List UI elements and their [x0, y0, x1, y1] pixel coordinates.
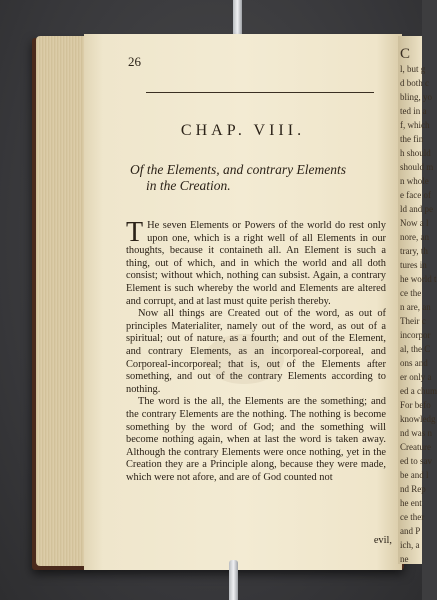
facing-page-line: er only a [400, 372, 432, 382]
facing-page-line: trary, th [400, 246, 428, 256]
facing-page-line: l, but g [400, 64, 426, 74]
facing-page-line: n are, an [400, 302, 431, 312]
facing-page-line: ne [400, 554, 409, 564]
chapter-title-line1: Of the Elements, and contrary Elements [130, 162, 346, 177]
page-clip-bottom [229, 560, 238, 600]
drop-cap: T [126, 217, 144, 248]
chapter-title [130, 162, 394, 194]
paragraph-1-text: He seven Elements or Powers of the world do rest only upon one, which is a right well of all Elements in our thoughts, because it containeth all. An Element is such a thing, out of which, and in which the world and all doth consist; without which, nothing can subsist. Again, a contrary Element is such whereby the world and Elements are altered and corrupt, and at last must quite perish thereby. [126, 220, 386, 307]
paragraph-1 [126, 217, 386, 308]
facing-page-line: Their c [400, 316, 426, 326]
facing-page-line: ld and pe [400, 204, 433, 214]
facing-page-line: ed a chum [400, 386, 437, 396]
page-edges [36, 36, 88, 566]
facing-page-line: ce the [400, 288, 422, 298]
facing-page-line: and P [400, 526, 421, 536]
facing-page [398, 36, 437, 564]
facing-page-line: d both c [400, 78, 429, 88]
facing-page-line: f, which [400, 120, 430, 130]
facing-page-line: should m [400, 162, 434, 172]
facing-page-line: h should [400, 148, 431, 158]
facing-page-line: knowledg [400, 414, 436, 424]
facing-page-line: ed to sav [400, 456, 432, 466]
facing-page-line: Now a l [400, 218, 429, 228]
catchword: evil, [373, 535, 392, 546]
facing-page-line: bling, yo [400, 92, 433, 102]
facing-page-line: nd Rep [400, 484, 426, 494]
page-number: 26 [128, 54, 141, 69]
facing-page-text [398, 36, 437, 566]
facing-page-line: tures in [400, 260, 427, 270]
chapter-title-line2: in the Creation. [146, 178, 231, 193]
facing-page-line: the fin [400, 134, 424, 144]
chapter-heading: CHAP. VIII. [180, 122, 306, 139]
body-text [126, 217, 386, 484]
facing-page-line: he ent [400, 498, 422, 508]
header-rule [146, 92, 374, 93]
facing-page-line: ons and [400, 358, 428, 368]
facing-page-line: al, the C [400, 344, 431, 354]
facing-page-line: be and l [400, 470, 429, 480]
paragraph-3: The word is the all, the Elements are the something; and the contrary Elements are the nothing. The nothing is become something by the word of God; and the something will become nothing again, when at last the word is taken away. Although the contrary Elements were once nothing, yet in the Creation they are a Principle along, because they were made, which were not afore, and are of God counted not [126, 396, 386, 483]
paragraph-2: Now all things are Created out of the word, as out of principles Materialiter, namely out of the word, as out of a spiritual; out of nature, as a fourth; and out of the Element, and contrary Elements, as an incorporeal-corporeal, and Corporeal-incorporeal; that is, out of the Elements after something, and out of the contrary Elements according to nothing. [126, 308, 386, 395]
facing-page-line: nore, an [400, 232, 429, 242]
facing-page-line: For befo [400, 400, 431, 410]
facing-page-line: ce ther [400, 512, 425, 522]
facing-page-line: nd was n [400, 428, 432, 438]
facing-page-line: n whole [400, 176, 429, 186]
facing-page-line: incorpor [400, 330, 431, 340]
facing-page-line: ted in a [400, 106, 427, 116]
facing-page-header: C [400, 46, 411, 62]
facing-page-line: he world t [400, 274, 437, 284]
facing-page-line: e face of [400, 190, 431, 200]
left-page [84, 34, 402, 570]
facing-page-line: ich, a [400, 540, 420, 550]
facing-page-line: Creature [400, 442, 431, 452]
